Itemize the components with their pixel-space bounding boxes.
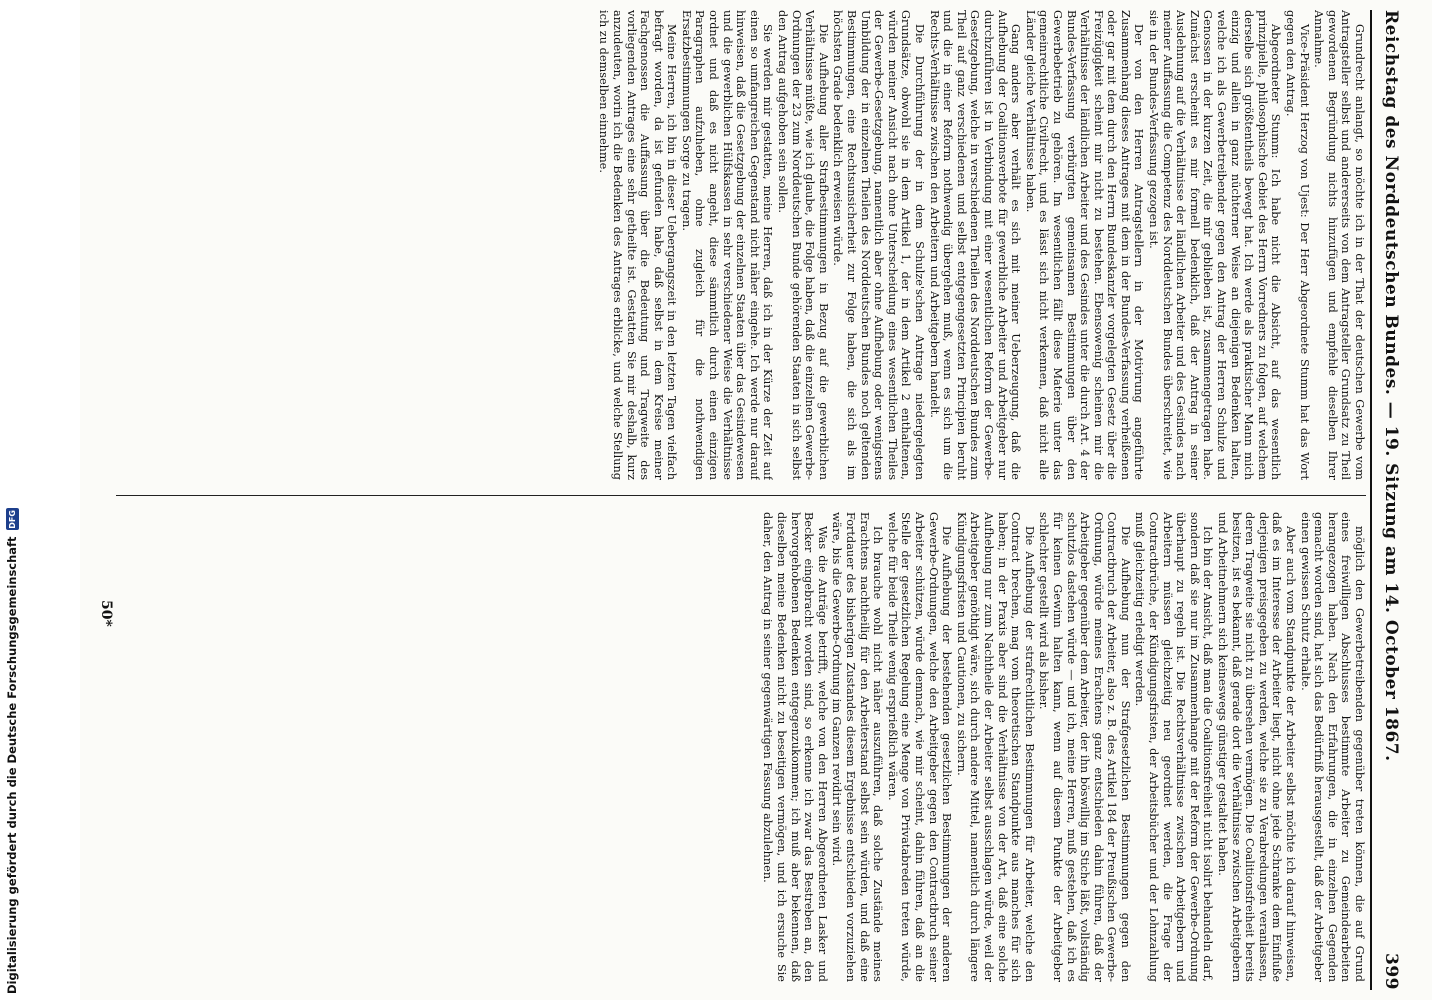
paragraph: Ich brauche wohl nicht näher auszuführen, daß solche Zustände meines Erachtens nachtheilig für den Arbeiterstand selbst sein würden, und daß eine Fortdauer des bisherigen Zustandes diesem Ergebnisse entschieden vorzuziehen wäre, bis die Gewerbe-Ordnung im Ganzen revidirt sein wird. — [830, 512, 885, 982]
page-number: 399 — [1381, 953, 1401, 990]
paragraph: Vice-Präsident Herzog von Ujest: Der Herr Abgeordnete Stumm hat das Wort gegen den Antrag. — [1284, 10, 1311, 480]
column-divider — [116, 495, 1366, 496]
paragraph: Die Aufhebung nun der Strafgesetzlichen Bestimmungen gegen den Contractbruch der Arbeiter, also z. B. des Artikel 184 der Preußischen Gewerbe-Ordnung, würde meines Erachtens ganz entschieden dahin führen, daß der Arbeitgeber gegenüber dem Arbeiter, der ihn böswillig im Stiche läßt, vollständig schutzlos dastehen würde — und ich, meine Herren, muß gestehen, daß ich es für keinen Gewinn halten kann, wenn auf diesem Punkte der Arbeitgeber schlechter gestellt wird als bisher. — [1037, 512, 1132, 982]
header-rule — [1370, 10, 1372, 990]
paragraph: Die Aufhebung der strafrechtlichen Bestimmungen für Arbeiter, welche den Contract brechen, mag vom theoretischen Standpunkte aus manches für sich haben; in der Praxis aber sind die Verhältnisse von der Art, daß eine solche Aufhebung nur zum Nachtheile der Arbeiter selbst ausschlagen würde, weil der Arbeitgeber genöthigt wäre, sich durch andere Mittel, namentlich durch längere Kündigungsfristen und Cautionen, zu sichern. — [954, 512, 1036, 982]
running-head-title: Reichstag des Norddeutschen Bundes. — 19. Sitzung am 14. October 1867. — [1381, 10, 1401, 762]
paragraph: Die Durchführung der in dem Schulze'schen Antrage niedergelegten Grundsätze, obwohl sie in dem Artikel 1, der in dem Artikel 2 enthaltenen, würden meiner Ansicht nach ohne Unterscheidung eines wesentlichen Theiles der Gewerbe-Gesetzgebung, namentlich aber ohne Aufhebung oder wenigstens Umbildung der in einzelnen Theilen des Norddeutschen Bundes noch geltenden Bestimmungen, eine Rechtsunsicherheit zur Folge haben, die sich als im höchsten Grade bedenklich erweisen würde. — [831, 10, 926, 480]
scanned-page — [80, 0, 1432, 1000]
paragraph: Meine Herren, ich bin in dieser Uebergangszeit in den letzten Tagen vielfach befragt worden, da ist gefunden habe, daß selbst in dem Kreise meiner Fachgenossen die Auffassung über die Bedeutung und Tragweite des vorliegenden Antrages eine sehr getheilte ist. Gestatten Sie mir deshalb, kurz anzudeuten, worin ich die Bedenken des Antrages erblicke, und welche Stellung ich zu demselben einnehme. — [597, 10, 679, 480]
paragraph: Was die Anträge betrifft, welche von den Herren Abgeordneten Lasker und Becker eingebracht worden sind, so erkenne ich zwar das Bestreben an, den hervorgehobenen Bedenken entgegenzukommen; ich muß aber bekennen, daß dieselben meine Bedenken nicht zu beseitigen vermögen, und ich ersuche Sie daher, den Antrag in seiner gegenwärtigen Fassung abzulehnen. — [761, 512, 829, 982]
paragraph: Die Aufhebung der bestehenden gesetzlichen Bestimmungen der anderen Gewerbe-Ordnungen, welche den Arbeitgeber gegen den Contractbruch seiner Arbeiter schützen, würde demnach, wie mir scheint, dahin führen, daß an die Stelle der gesetzlichen Regelung eine Menge von Privatabreden treten würde, welche für beide Theile wenig ersprießlich wären. — [885, 512, 954, 982]
paragraph: Die Aufhebung aller Strafbestimmungen in Bezug auf die gewerblichen Verhältnisse müßte, wie ich glaube, die Folge haben, daß die einzelnen Gewerbe-Ordnungen der 23 zum Norddeutschen Bunde gehörenden Staaten in sich selbst den Antrag aufgehoben sein sollen. — [776, 10, 830, 480]
signature-mark: 50* — [98, 600, 114, 627]
paragraph: Aber auch vom Standpunkte der Arbeiter selbst möchte ich darauf hinweisen, daß es im Interesse der Arbeiter liegt, nicht ohne jede Schranke dem Einfluße derjenigen preisgegeben zu werden, welche sie zu Verabredungen veranlassen, deren Tragweite sie nicht zu übersehen vermögen. Die Coalitionsfreiheit bereits besitzen, ist es bekannt, daß gerade dort die Verhältnisse zwischen Arbeitgebern und Arbeitnehmern sich keineswegs günstiger gestaltet haben. — [1216, 512, 1298, 982]
footer-text: Digitalisierung gefördert durch die Deutsche Forschungsgemeinschaft — [5, 536, 19, 994]
paragraph: Sie werden mir gestatten, meine Herren, daß ich in der Kürze der Zeit auf einen so umfangreichen Gegenstand nicht näher eingehe. Ich werde nur darauf hinweisen, daß die Gesetzgebung der einzelnen Staaten über das Gesindewesen und die gewerblichen Hülfskassen in sehr verschiedener Weise die Verhältnisse ordnet und daß es nicht angeht, diese sämmtlich durch einen einzigen Paragraphen aufzuheben, ohne zugleich für die nothwendigen Ersatzbestimmungen Sorge zu tragen. — [679, 10, 775, 480]
rotated-page-content — [80, 0, 1432, 1000]
running-head — [1376, 10, 1406, 990]
dfg-logo-badge: DFG — [7, 510, 17, 529]
digitization-footer — [2, 394, 22, 994]
paragraph: Ich bin der Ansicht, daß man die Coalitionsfreiheit nicht isolirt behandeln darf, sondern daß sie nur im Zusammenhange mit der Reform der Gewerbe-Ordnung überhaupt zu regeln ist. Die Rechtsverhältnisse zwischen Arbeitgebern und Arbeitern müssen gleichzeitig neu geordnet werden, die Frage der Contractbrüche, der Kündigungsfristen, der Arbeitsbücher und der Lohnzahlung muß gleichzeitig erledigt werden. — [1133, 512, 1215, 982]
paragraph: Abgeordneter Stumm: Ich habe nicht die Absicht, auf das wesentlich prinzipielle, philosophische Gebiet des Herrn Vorredners zu folgen, auf welchem derselbe sich größtentheils bewegt hat. Ich werde als praktischer Mann mich einzig und allein in ganz nüchterner Weise an diejenigen Bedenken halten, welche ich als Gewerbetreibender gegen den Antrag der Herren Schulze und Genossen in der kurzen Zeit, die mir geblieben ist, zusammengetragen habe. Zunächst erscheint es mir formell bedenklich, daß der Antrag in seiner Ausdehnung auf die Verhältnisse der ländlichen Arbeiter und des Gesindes nach meiner Auffassung die Competenz des Norddeutschen Bundes überschreitet, wie sie in der Bundes-Verfassung gezogen ist. — [1147, 10, 1283, 480]
right-text-column — [116, 512, 1366, 982]
digitization-footer-strip — [0, 0, 26, 1000]
paragraph: Grundrecht anlangt, so möchte ich in der That der deutschen Gewerbe vom Antragsteller selbst und andererseits von dem Antragsteller Grundsatz zu Theil gewordenen Begründung nichts hinzufügen und empfehle dieselben Ihrer Annahme. — [1312, 10, 1366, 480]
left-text-column — [116, 10, 1366, 480]
paragraph: möglich den Gewerbetreibenden gegenüber treten können, die auf Grund eines freiwilligen Abschlusses bestimmte Arbeiter zu Gemeindearbeiten herangezogen haben. Nach den Erfahrungen, die in einzelnen Gegenden gemacht worden sind, hat sich das Bedürfniß herausgestellt, daß der Arbeitgeber einen gewissen Schutz erhalte. — [1298, 512, 1366, 982]
paragraph: Der von den Herren Antragstellern in der Motivirung angeführte Zusammenhang dieses Antrages mit dem in der Bundes-Verfassung verheißenen oder gar mit dem durch den Herrn Bundeskanzler vorgelegten Gesetz über die Freizügigkeit scheint mir nicht zu bestehen. Ebensowenig scheinen mir die Verhältnisse der ländlichen Arbeiter und des Gesindes unter die durch Art. 4 der Bundes-Verfassung verbürgten gemeinsamen Bestimmungen über den Gewerbebetrieb zu gehören. Im wesentlichen fällt diese Materie unter das gemeinrechtliche Civilrecht, und es lässt sich nicht verkennen, daß nicht alle Länder gleiche Verhältnisse haben. — [1023, 10, 1146, 480]
paragraph: Gang anders aber verhält es sich mit meiner Ueberzeugung, daß die Aufhebung der Coalitionsverbote für gewerbliche Arbeiter und Arbeitgeber nur durchzuführen ist in Verbindung mit einer wesentlichen Reform der Gewerbe-Gesetzgebung, welche in verschiedenen Theilen des Norddeutschen Bundes zum Theil auf ganz verschiedenen und selbst entgegengesetzten Principien beruht und die in einer Reform nothwendig übergehen muß, wenn es sich um die Rechts-Verhältnisse zwischen den Arbeitern und Arbeitgebern handelt. — [927, 10, 1023, 480]
